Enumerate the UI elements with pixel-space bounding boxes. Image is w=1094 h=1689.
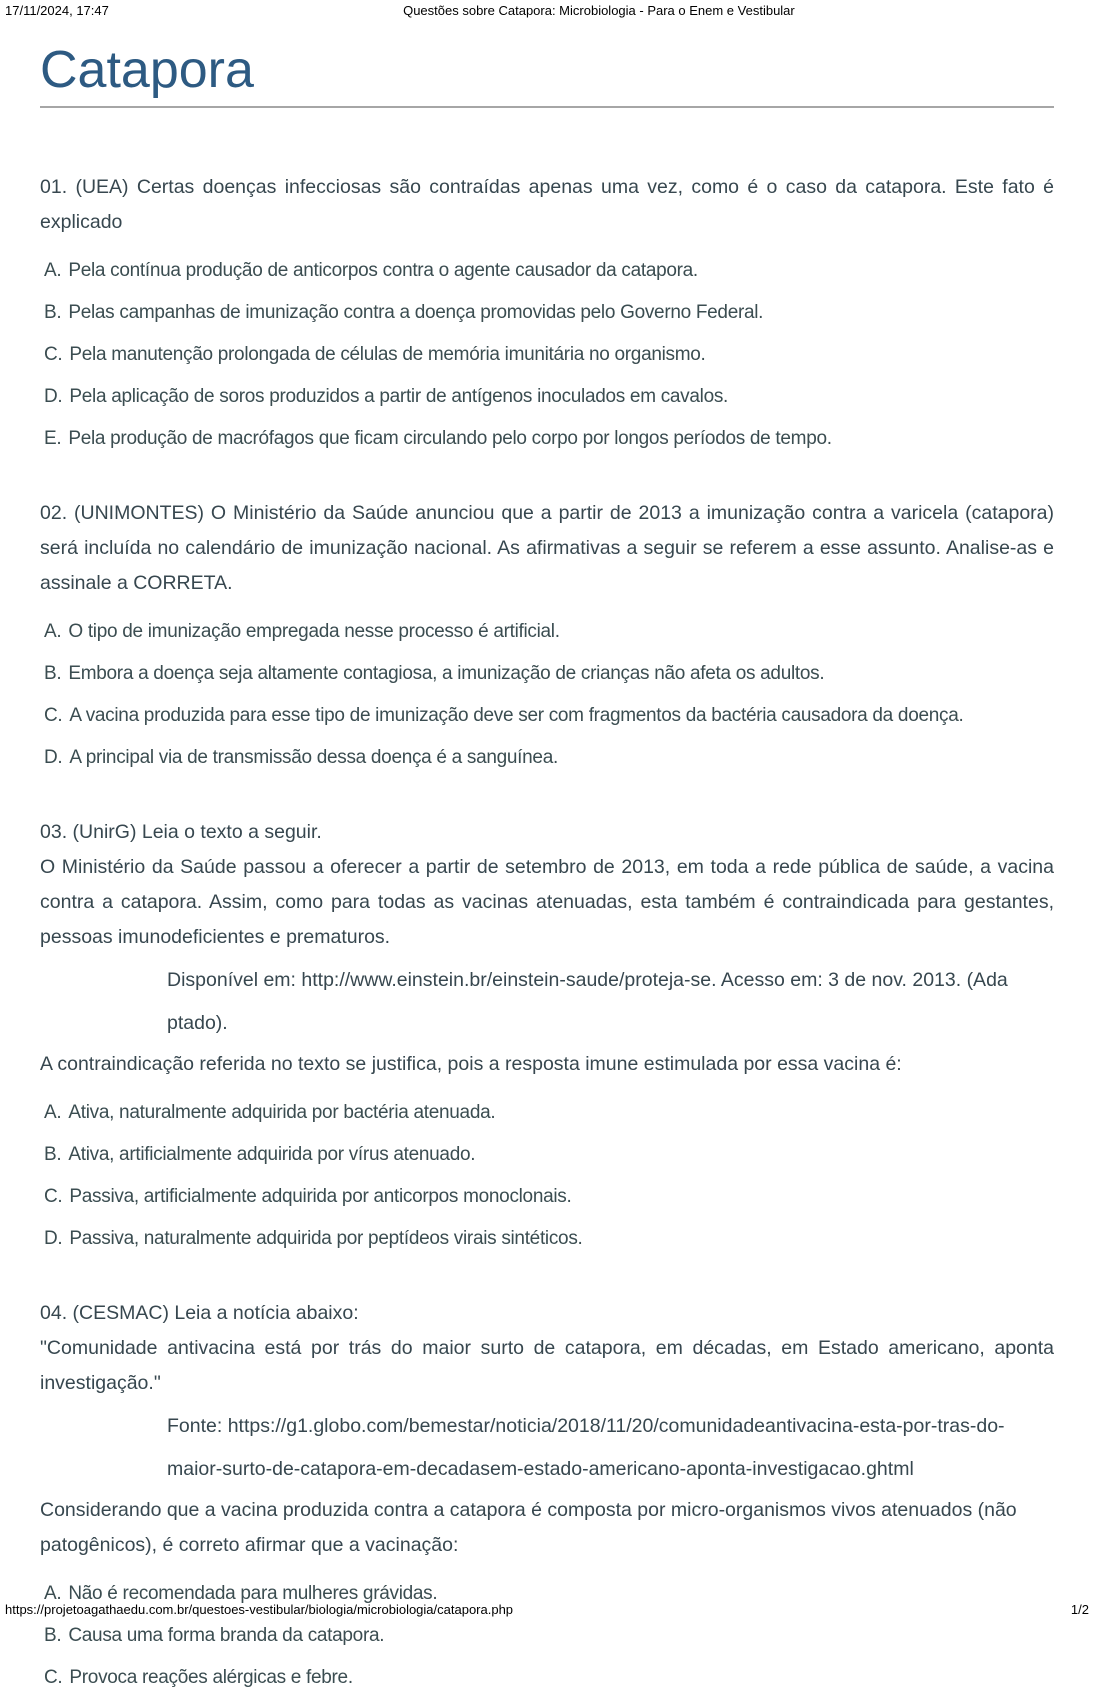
option-label: A. xyxy=(44,621,62,642)
option-a xyxy=(40,260,1054,282)
option-text: Embora a doença seja altamente contagiosa, a imunização de crianças não afeta os adultos. xyxy=(68,663,825,684)
option-text: Pela aplicação de soros produzidos a partir de antígenos inoculados em cavalos. xyxy=(69,386,729,407)
question-04-options xyxy=(40,1583,1054,1689)
question-01-options xyxy=(40,260,1054,450)
question-03 xyxy=(40,815,1054,1250)
question-03-options xyxy=(40,1102,1054,1250)
option-text: Causa uma forma branda da catapora. xyxy=(68,1625,385,1646)
print-footer xyxy=(5,1602,1089,1617)
option-text: A vacina produzida para esse tipo de imunização deve ser com fragmentos da bactéria causadora da doença. xyxy=(69,705,964,726)
option-text: A principal via de transmissão dessa doença é a sanguínea. xyxy=(69,747,558,768)
print-header xyxy=(0,0,1094,18)
footer-url: https://projetoagathaedu.com.br/questoes-vestibular/biologia/microbiologia/catapora.php xyxy=(5,1602,514,1617)
print-timestamp: 17/11/2024, 17:47 xyxy=(5,3,109,18)
question-03-intro: 03. (UnirG) Leia o texto a seguir. xyxy=(40,821,322,843)
option-b xyxy=(40,302,1054,324)
option-label: B. xyxy=(44,1144,62,1165)
question-03-source xyxy=(167,959,1054,1045)
option-d xyxy=(40,747,1054,769)
footer-page-indicator: 1/2 xyxy=(1070,1602,1089,1617)
question-03-stem xyxy=(40,815,1054,955)
option-c xyxy=(40,344,1054,366)
question-02-stem: 02. (UNIMONTES) O Ministério da Saúde anunciou que a partir de 2013 a imunização contra a varicela (catapora) será incluída no calendário de imunização nacional. As afirmativas a seguir se referem a esse assunto. Analise-as e assinale a CORRETA. xyxy=(40,502,1054,594)
option-c xyxy=(40,1667,1054,1689)
question-04-intro: 04. (CESMAC) Leia a notícia abaixo: xyxy=(40,1302,359,1324)
option-label: A. xyxy=(44,1583,62,1604)
option-e xyxy=(40,428,1054,450)
option-text: Pela manutenção prolongada de células de memória imunitária no organismo. xyxy=(69,344,706,365)
question-03-prompt: A contraindicação referida no texto se justifica, pois a resposta imune estimulada por essa vacina é: xyxy=(40,1053,902,1075)
question-04-source xyxy=(167,1405,1054,1491)
option-text: Ativa, naturalmente adquirida por bactéria atenuada. xyxy=(68,1102,496,1123)
option-text: Não é recomendada para mulheres grávidas. xyxy=(68,1583,438,1604)
option-label: D. xyxy=(44,386,63,407)
option-c xyxy=(40,1186,1054,1208)
option-label: D. xyxy=(44,747,63,768)
source-line: ptado). xyxy=(167,1012,228,1034)
option-d xyxy=(40,1228,1054,1250)
question-02 xyxy=(40,496,1054,769)
option-label: B. xyxy=(44,1625,62,1646)
option-label: B. xyxy=(44,663,62,684)
option-text: Provoca reações alérgicas e febre. xyxy=(69,1667,353,1688)
source-line: maior-surto-de-catapora-em-decadasem-estado-americano-aponta-investigacao.ghtml xyxy=(167,1458,914,1480)
title-divider xyxy=(40,106,1054,108)
option-label: B. xyxy=(44,302,62,323)
print-doc-title: Questões sobre Catapora: Microbiologia - Para o Enem e Vestibular xyxy=(403,3,795,18)
question-01-stem: 01. (UEA) Certas doenças infecciosas são contraídas apenas uma vez, como é o caso da catapora. Este fato é explicado xyxy=(40,176,1054,233)
option-label: C. xyxy=(44,1186,63,1207)
option-a xyxy=(40,1102,1054,1124)
option-label: C. xyxy=(44,1667,63,1688)
option-text: Ativa, artificialmente adquirida por vírus atenuado. xyxy=(68,1144,476,1165)
option-label: C. xyxy=(44,705,63,726)
option-d xyxy=(40,386,1054,408)
question-04-prompt: Considerando que a vacina produzida contra a catapora é composta por micro-organismos vivos atenuados (não patogênicos), é correto afirmar que a vacinação: xyxy=(40,1499,1017,1556)
question-03-body: O Ministério da Saúde passou a oferecer a partir de setembro de 2013, em toda a rede pública de saúde, a vacina contra a catapora. Assim, como para todas as vacinas atenuadas, esta também é contraindicada para gestantes, pessoas imunodeficientes e prematuros. xyxy=(40,856,1054,948)
question-04-quote: "Comunidade antivacina está por trás do maior surto de catapora, em décadas, em Estado americano, aponta investigação." xyxy=(40,1337,1054,1394)
option-text: Pela contínua produção de anticorpos contra o agente causador da catapora. xyxy=(68,260,698,281)
document-content xyxy=(0,41,1094,1689)
question-01 xyxy=(40,170,1054,450)
option-text: Pela produção de macrófagos que ficam circulando pelo corpo por longos períodos de tempo. xyxy=(68,428,832,449)
option-c xyxy=(40,705,1054,727)
question-04-stem xyxy=(40,1296,1054,1401)
option-b xyxy=(40,663,1054,685)
option-label: E. xyxy=(44,428,62,449)
option-label: C. xyxy=(44,344,63,365)
question-04 xyxy=(40,1296,1054,1689)
option-b xyxy=(40,1625,1054,1647)
source-line: Fonte: https://g1.globo.com/bemestar/noticia/2018/11/20/comunidadeantivacina-esta-por-tras-do- xyxy=(167,1415,1005,1437)
question-02-options xyxy=(40,621,1054,769)
option-label: A. xyxy=(44,1102,62,1123)
option-a xyxy=(40,621,1054,643)
source-line: Disponível em: http://www.einstein.br/einstein-saude/proteja-se. Acesso em: 3 de nov. 2013. (Ada xyxy=(167,969,1008,991)
option-label: A. xyxy=(44,260,62,281)
option-text: Passiva, artificialmente adquirida por anticorpos monoclonais. xyxy=(69,1186,572,1207)
option-text: O tipo de imunização empregada nesse processo é artificial. xyxy=(68,621,560,642)
option-label: D. xyxy=(44,1228,63,1249)
option-b xyxy=(40,1144,1054,1166)
page-title: Catapora xyxy=(40,41,254,99)
option-text: Passiva, naturalmente adquirida por peptídeos virais sintéticos. xyxy=(69,1228,583,1249)
option-text: Pelas campanhas de imunização contra a doença promovidas pelo Governo Federal. xyxy=(68,302,764,323)
